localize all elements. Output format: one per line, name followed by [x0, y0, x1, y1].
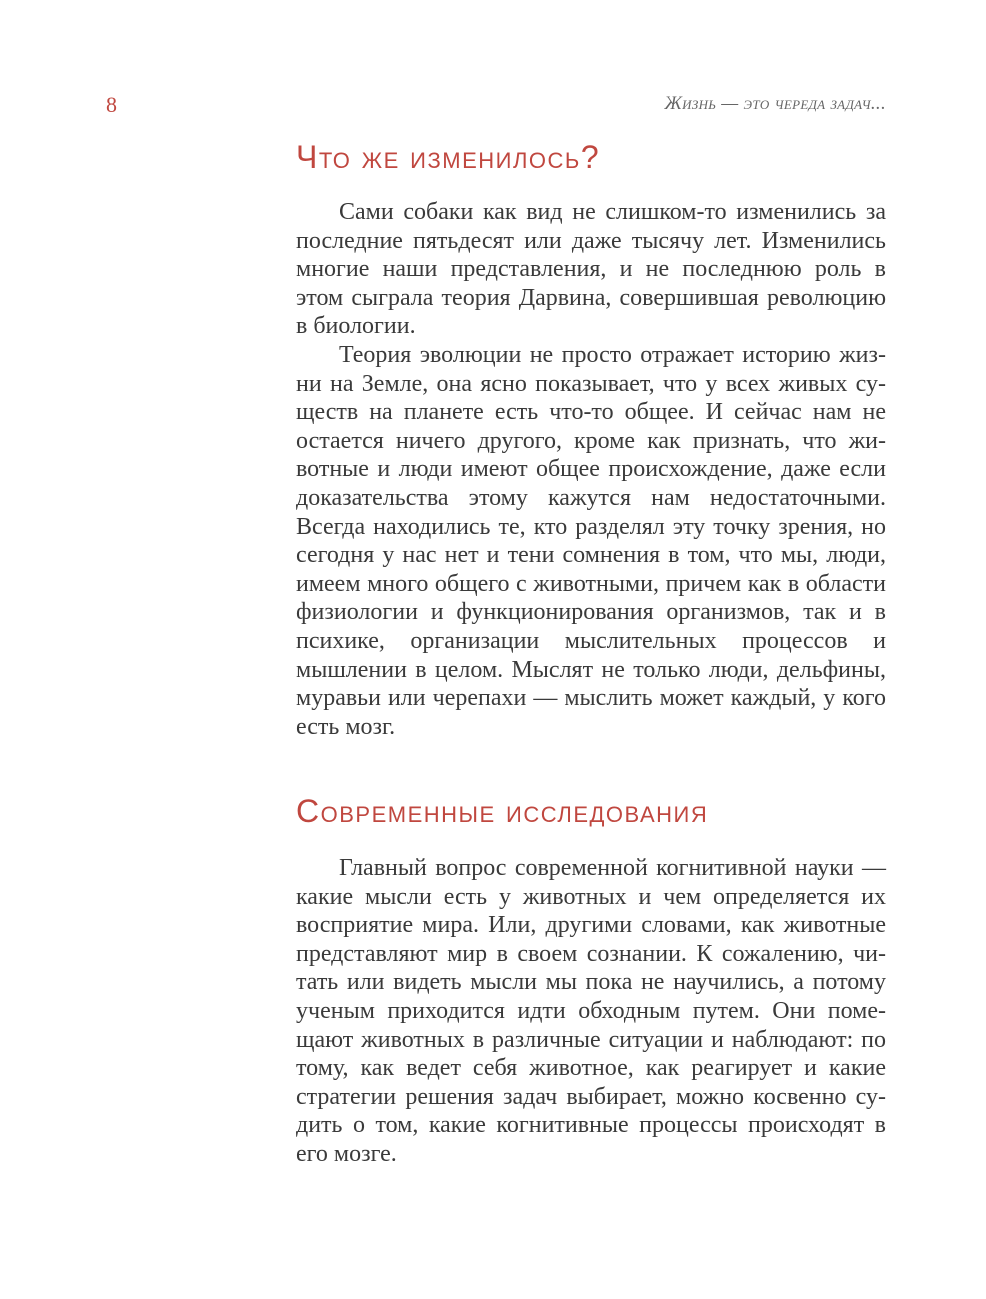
running-title: Жизнь — это череда задач...	[664, 93, 886, 114]
paragraph: Сами собаки как вид не слишком-то изменились за последние пятьдесят или даже тысячу лет. Изменились многие наши представления, и не последнюю роль в этом сыграла теория Дарвина, совершившая революцию в биологии.	[296, 199, 886, 340]
page-number: 8	[106, 92, 117, 117]
section-heading-changes: Что же изменилось?	[296, 139, 601, 175]
paragraph: Теория эволюции не просто отражает историю жизни на Земле, она ясно показывает, что у всех живых существ на планете есть что-то общее. И сейчас нам не остается ничего другого, кроме как признать, что животные и люди имеют общее происхождение, даже если доказательства этому кажутся нам недостаточными. Всегда находились те, кто разделял эту точку зрения, но сегодня у нас нет и тени сомнения в том, что мы, люди, имеем много общего с животными, причем как в области физиологии и функционирования организмов, так и в психике, организации мыслительных процессов и мышлении в целом. Мыслят не только люди, дельфины, муравьи или черепахи — мыслить может каждый, у кого есть мозг.	[296, 341, 886, 740]
paragraph: Главный вопрос современной когнитивной науки — какие мысли есть у животных и чем определяется их восприятие мира. Или, другими словами, как животные представляют мир в своем сознании. К сожалению, читать или видеть мысли мы пока не научились, а потому ученым приходится идти обходным путем. Они помещают животных в различные ситуации и наблюдают: по тому, как ведет себя животное, как реагирует и какие стратегии решения задач выбирает, можно косвенно судить о том, какие когнитивные процессы происходят в его мозге.	[296, 855, 886, 1167]
section-modern-research-body	[296, 854, 886, 1169]
section-heading-modern-research: Современные исследования	[296, 793, 709, 829]
section-changes-body	[296, 198, 886, 741]
